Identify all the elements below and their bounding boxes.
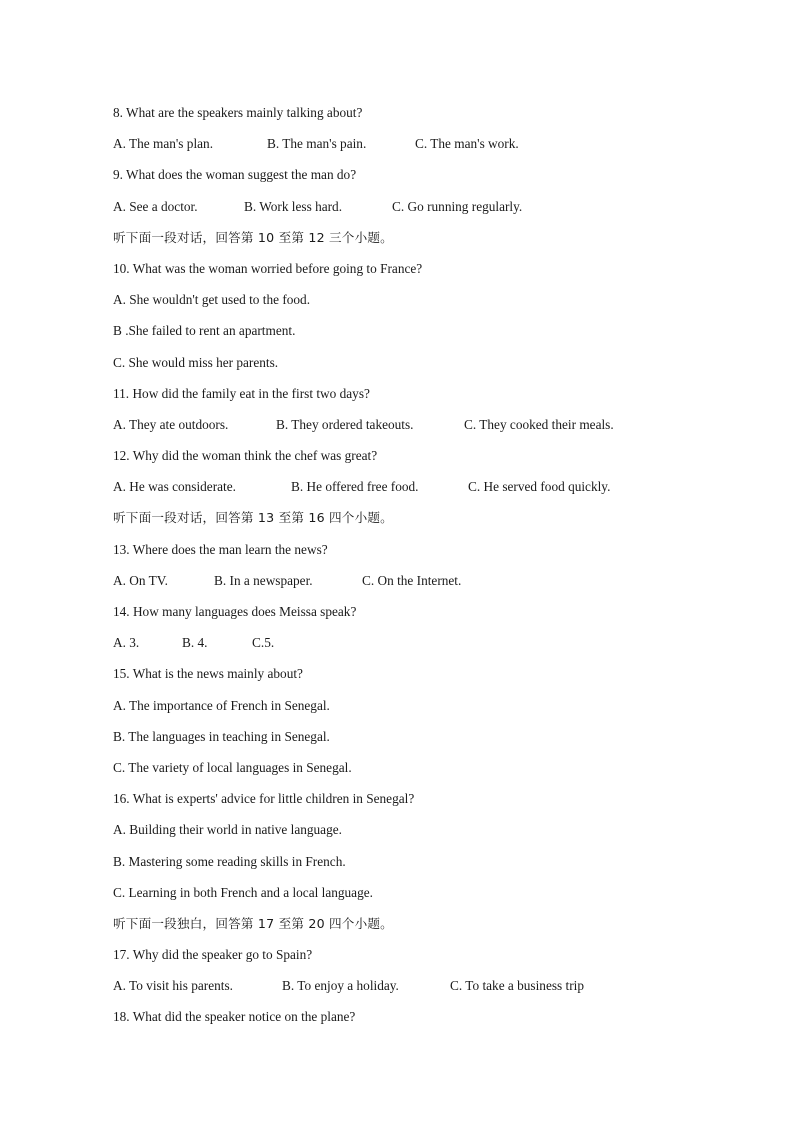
options-11 [113, 416, 733, 447]
question-12: 12. Why did the woman think the chef was great? [113, 448, 378, 464]
option-15a: A. The importance of French in Senegal. [113, 697, 330, 713]
option-15b: B. The languages in teaching in Senegal. [113, 728, 330, 744]
option-16c: C. Learning in both French and a local language. [113, 884, 373, 900]
option-16a: A. Building their world in native language. [113, 822, 342, 838]
section-instruction-2: 听下面一段对话，回答第 13 至第 16 四个小题。 [113, 510, 393, 526]
option-11b: B. They ordered takeouts. [276, 416, 414, 432]
question-18: 18. What did the speaker notice on the plane? [113, 1009, 356, 1025]
option-17b: B. To enjoy a holiday. [282, 978, 399, 994]
option-14a: A. 3. [113, 635, 140, 651]
option-12b: B. He offered free food. [291, 479, 419, 495]
option-10c: C. She would miss her parents. [113, 354, 279, 370]
option-9b: B. Work less hard. [244, 198, 343, 214]
option-13a: A. On TV. [113, 572, 168, 588]
option-15c: C. The variety of local languages in Senegal. [113, 759, 352, 775]
options-17 [113, 977, 733, 1008]
option-14b: B. 4. [182, 635, 208, 651]
option-12a: A. He was considerate. [113, 479, 236, 495]
option-8c: C. The man's work. [415, 136, 519, 152]
option-9a: A. See a doctor. [113, 198, 198, 214]
option-11c: C. They cooked their meals. [464, 416, 614, 432]
option-8b: B. The man's pain. [267, 136, 367, 152]
options-14 [113, 634, 733, 665]
option-9c: C. Go running regularly. [392, 198, 523, 214]
option-11a: A. They ate outdoors. [113, 416, 229, 432]
option-13b: B. In a newspaper. [214, 572, 313, 588]
option-17c: C. To take a business trip [450, 978, 584, 994]
question-9: 9. What does the woman suggest the man do? [113, 167, 357, 183]
question-list [113, 104, 733, 1040]
option-17a: A. To visit his parents. [113, 978, 233, 994]
option-16b: B. Mastering some reading skills in French. [113, 853, 346, 869]
question-10: 10. What was the woman worried before going to France? [113, 260, 423, 276]
question-16: 16. What is experts' advice for little children in Senegal? [113, 791, 415, 807]
question-11: 11. How did the family eat in the first two days? [113, 385, 370, 401]
section-instruction-3: 听下面一段独白，回答第 17 至第 20 四个小题。 [113, 915, 393, 931]
option-10a: A. She wouldn't get used to the food. [113, 292, 311, 308]
option-8a: A. The man's plan. [113, 136, 214, 152]
option-14c: C.5. [252, 635, 275, 651]
options-13 [113, 572, 733, 603]
question-17: 17. Why did the speaker go to Spain? [113, 947, 313, 963]
question-8: 8. What are the speakers mainly talking about? [113, 105, 363, 120]
option-12c: C. He served food quickly. [468, 479, 611, 495]
section-instruction-1: 听下面一段对话，回答第 10 至第 12 三个小题。 [113, 229, 393, 245]
options-12 [113, 478, 733, 509]
question-13: 13. Where does the man learn the news? [113, 541, 328, 557]
option-10b: B .She failed to rent an apartment. [113, 323, 296, 339]
option-13c: C. On the Internet. [362, 572, 462, 588]
options-9 [113, 198, 733, 229]
options-8 [113, 135, 733, 166]
question-14: 14. How many languages does Meissa speak? [113, 604, 357, 619]
question-15: 15. What is the news mainly about? [113, 666, 303, 682]
